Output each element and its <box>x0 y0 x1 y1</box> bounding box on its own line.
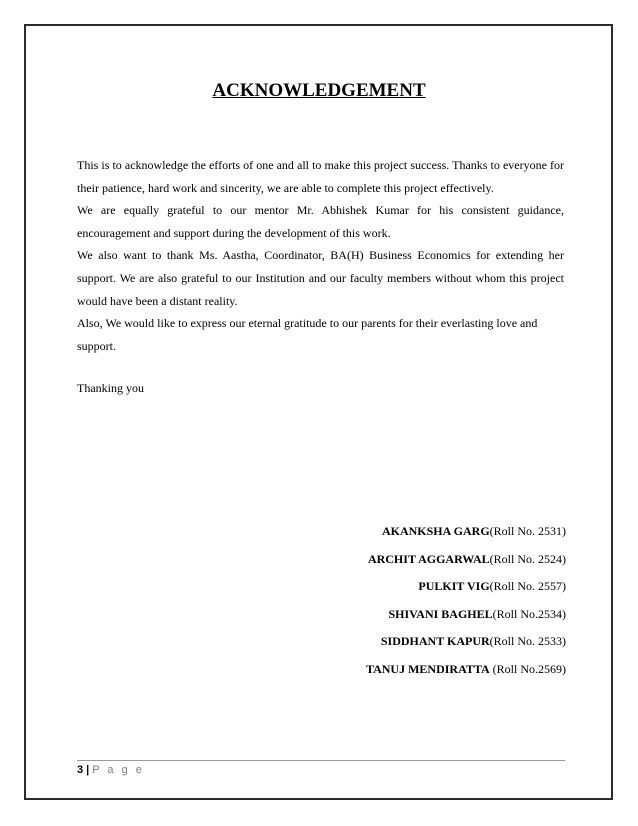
signatory-name: TANUJ MENDIRATTA <box>365 661 490 676</box>
signatory-line <box>366 656 566 684</box>
footer-separator: | <box>86 764 90 776</box>
page-title: ACKNOWLEDGEMENT <box>212 80 426 101</box>
signatory-roll: (Roll No.2569) <box>489 661 566 676</box>
signatory-roll: (Roll No.2534) <box>492 606 566 621</box>
signatory-roll: (Roll No. 2533) <box>489 634 566 648</box>
page-number: 3 <box>77 764 84 776</box>
signatory-roll: (Roll No. 2531) <box>489 524 566 538</box>
closing-text: Thanking you <box>77 381 144 395</box>
paragraph-parents: Also, We would like to express our eternal gratitude to our parents for their everlasting love and support. <box>77 316 538 353</box>
signatory-line <box>366 601 566 629</box>
paragraph-thanks-everyone: This is to acknowledge the efforts of one and all to make this project success. Thanks to everyone for their patience, hard work and sincerity, we are able to complete this project effectively. <box>77 158 564 195</box>
page-label: P a g e <box>92 764 145 776</box>
acknowledgement-body <box>77 154 564 357</box>
signatory-name: PULKIT VIG <box>418 579 490 593</box>
paragraph-coordinator: We also want to thank Ms. Aastha, Coordinator, BA(H) Business Economics for extending her support. We are also grateful to our Institution and our faculty members without whom this project would have been a distant reality. <box>77 248 564 308</box>
signatory-line <box>366 518 566 546</box>
signatory-name: AKANKSHA GARG <box>381 524 490 538</box>
footer-divider <box>77 760 565 761</box>
signatory-line <box>366 628 566 656</box>
signatory-name: ARCHIT AGGARWAL <box>367 551 490 566</box>
signatory-line <box>366 573 566 601</box>
signatory-roll: (Roll No. 2557) <box>489 579 566 593</box>
signatory-name: SHIVANI BAGHEL <box>388 606 493 621</box>
page-footer <box>77 764 144 776</box>
signatory-line <box>366 546 566 574</box>
signatory-roll: (Roll No. 2524) <box>489 551 566 566</box>
signatory-name: SIDDHANT KAPUR <box>380 634 490 648</box>
signatories-list <box>366 518 566 683</box>
page-border <box>24 24 613 800</box>
paragraph-mentor: We are equally grateful to our mentor Mr. Abhishek Kumar for his consistent guidance, encouragement and support during the development of this work. <box>77 203 564 240</box>
